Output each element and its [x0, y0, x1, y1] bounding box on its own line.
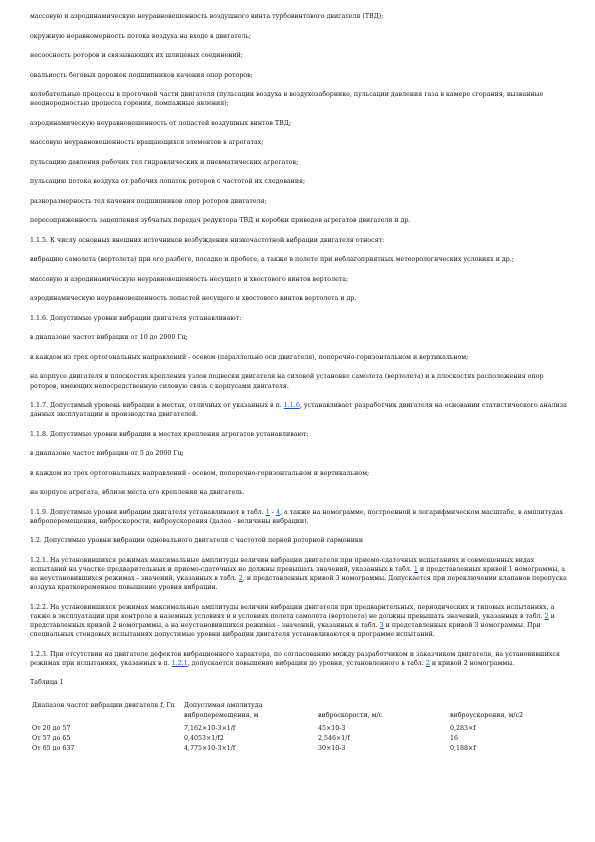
paragraph: 1.2. Допустимые уровни вибрации одновального двигателя с частотой первой роторной гармоники — [30, 537, 364, 545]
paragraph — [30, 650, 567, 668]
paragraph: в каждом из трех ортогональных направлений - осевом, поперечно-горизонтальном и вертикальном; — [30, 469, 370, 477]
table-reference-link[interactable]: 1 — [413, 566, 418, 574]
paragraph: пульсацию потока воздуха от рабочих лопаток роторов с частотой их следования; — [30, 178, 306, 186]
table-row — [30, 734, 558, 744]
paragraph-text: - — [269, 508, 276, 516]
table-cell-range: От 57 до 65 — [32, 734, 71, 742]
table-cell-range: От 65 до 637 — [32, 744, 75, 752]
paragraph: пересопряженность зацепления зубчатых передач редуктора ТВД и коробки приводов агрегатов двигателя и др. — [30, 217, 411, 225]
table-caption: Таблица 1 — [30, 679, 64, 687]
paragraph-text: , устанавливает разработчик двигателя на основании статистического анализа данных эксплуатации и производства двигателей. — [30, 402, 567, 419]
table-cell-velocity: 30×10-3 — [318, 744, 346, 752]
table-reference-link[interactable]: 1 — [265, 508, 270, 516]
paragraph: 1.1.5. К числу основных внешних источников возбуждения низкочастотной вибрации двигателя относят: — [30, 236, 385, 244]
paragraph — [30, 603, 567, 640]
paragraph-text: и представленных кривой 3 номограммы. При специальных стендовых испытаниях допустимые уровни вибрации двигателя устанавливаются в программе испытаний. — [30, 622, 541, 639]
paragraph-text: 1.1.9. Допустимые уровни вибрации двигателя устанавливают в табл. — [30, 508, 266, 516]
paragraph: аэродинамическую неуравновешенность лопастей несущего и хвостового винтов вертолета и др. — [30, 295, 357, 303]
table-header-acceleration-label: виброускорения, м/с2 — [450, 711, 523, 719]
table-reference-link[interactable]: 3 — [379, 622, 384, 630]
paragraph: в каждом из трех ортогональных направлений - осевом (параллельно оси двигателя), поперечно-горизонтальном и вертикальном; — [30, 353, 469, 361]
table-reference-link[interactable]: 4 — [275, 508, 280, 516]
paragraph: массовую неуравновешенность вращающихся элементов в агрегатах; — [30, 139, 264, 147]
paragraph-text: 1.1.7. Допустимый уровень вибрации в местах, отличных от указанных в п. — [30, 402, 284, 410]
paragraph: аэродинамическую неуравновешенность от лопастей воздушных винтов ТВД; — [30, 119, 291, 127]
paragraph-text: , и представленных кривой 3 номограммы. Допускается при переключении клапанов перепуска воздуха кратковременное повышение уровня вибрации. — [30, 575, 567, 592]
paragraph-text: и кривой 2 номограммы. — [429, 659, 515, 667]
paragraph: овальность беговых дорожек подшипников качения опор роторов; — [30, 71, 253, 79]
table-cell-acceleration: 16 — [450, 734, 459, 742]
table-row — [30, 720, 558, 734]
paragraph: окружную неравномерность потока воздуха на входе в двигатель; — [30, 32, 252, 40]
paragraph-text: 1.2.1. На установившихся режимах максимальные амплитуды величин вибрации двигателя при приемо-сдаточных испытаниях и совмещенных видах испытаний на участке предварительных и приемо-сдаточных не должны превышать значений, указанных в табл. — [30, 556, 535, 574]
paragraph: 1.1.6. Допустимые уровни вибрации двигателя устанавливают: — [30, 314, 242, 322]
paragraph — [30, 401, 567, 419]
table-cell-acceleration: 0,283×f — [450, 724, 476, 732]
paragraph-text: 1.2.2. На установившихся режимах максимальные амплитуды величин вибрации двигателя при предварительных, периодических и типовых испытаниях, а также в эксплуатации при контроле в наземных условиях и в условиях полета самолета (вертолета) не должны превышать значений, указанных в табл. — [30, 603, 555, 620]
paragraph: в диапазоне частот вибрации от 10 до 2000 Гц; — [30, 334, 188, 342]
table-cell-range: От 20 до 57 — [32, 724, 71, 732]
paragraph: на корпусе агрегата, вблизи места его крепления на двигатель. — [30, 489, 245, 497]
table-cell-velocity: 2,546×1/f — [318, 734, 350, 742]
table-header-range: Диапазон частот вибрации двигателя f, Гц — [32, 702, 175, 710]
table-reference-link[interactable]: 2 — [425, 659, 430, 667]
table-cell-velocity: 45×10-3 — [318, 724, 346, 732]
paragraph: разноразмерность тел качения подшипников опор роторов двигателя; — [30, 197, 267, 205]
paragraph — [30, 556, 567, 593]
table-header-displacement: виброперемещения, м — [184, 711, 259, 719]
paragraph — [30, 508, 567, 526]
table-reference-link[interactable]: 2 — [238, 575, 243, 583]
paragraph: массовую и аэродинамическую неуравновешенность несущего и хвостового винтов вертолета; — [30, 275, 349, 283]
paragraph: несоосность роторов и связывающих их шлицевых соединений; — [30, 52, 243, 60]
paragraph-text: , допускается повышение вибрации до уровня, установленного в табл. — [187, 659, 426, 667]
paragraph-text: , а также на номограмме, построенной в логарифмическом масштабе, в амплитудах виброперемещения, виброскорости, виброускорения (далее - величины вибрации). — [30, 508, 564, 525]
table-row — [30, 744, 558, 754]
paragraph: колебательные процессы в проточной части двигателя (пульсации воздуха в воздухозаборнике, пульсации давления газа в камере сгорания, вызванные неоднородностью процесса горения, помпажные явления); — [30, 91, 544, 108]
table-header-amplitude: Допустимая амплитуда — [184, 702, 263, 710]
document-body — [30, 12, 567, 668]
paragraph: пульсацию давления рабочих тел гидравлических и пневматических агрегатов; — [30, 158, 299, 166]
table-header-velocity-label: виброскорости, м/с — [318, 711, 383, 719]
paragraph: 1.1.8. Допустимые уровни вибрации в местах крепления агрегатов устанавливают: — [30, 430, 309, 438]
paragraph: в диапазоне частот вибрации от 5 до 2000 Гц; — [30, 450, 184, 458]
section-reference-link[interactable]: 1.1.6 — [283, 402, 300, 410]
paragraph: массовую и аэродинамическую неуравновешенность воздушного винта турбовинтового двигателя (ТВД); — [30, 13, 384, 20]
paragraph: вибрацию самолета (вертолета) при его разбеге, посадке и пробеге, а также в полете при неблагоприятных метеорологических условиях и др.; — [30, 256, 514, 264]
table-reference-link[interactable]: 2 — [544, 612, 549, 620]
table-header-disp — [182, 701, 316, 719]
paragraph: на корпусе двигателя в плоскостях крепления узлов подвески двигателя на силовой установке самолета (вертолета) и в плоскостях расположения опор роторов, имеющих непосредственную силовую связь с корпусами двигателя. — [30, 373, 544, 390]
table-header-row — [30, 701, 558, 719]
paragraph-text: и представленных кривой 1 номограммы, а на неустановившихся режимах - значений, указанных в табл. — [30, 566, 565, 583]
table-cell-acceleration: 0,188×f — [450, 744, 476, 752]
paragraph-text: и представленных кривой 2 номограммы, а на неустановившихся режимах - значений, указанных в табл. — [30, 612, 555, 630]
table-header-velocity — [316, 701, 448, 719]
paragraph-text: 1.2.3. При отсутствии на двигателе дефектов вибрационного характера, по согласованию между разработчиком и заказчиком двигателя, на установившихся режимах при испытаниях, указанных в п. — [30, 650, 560, 667]
table-cell-displacement: 4,775×10-3×1/f — [184, 744, 236, 752]
table-header-acceleration — [448, 701, 558, 719]
table-reference-link[interactable]: 1.2.1 — [171, 659, 188, 667]
table-cell-displacement: 7,162×10-3×1/f — [184, 724, 236, 732]
vibration-limits-table — [30, 701, 558, 753]
table-cell-displacement: 0,4053×1/f2 — [184, 734, 224, 742]
